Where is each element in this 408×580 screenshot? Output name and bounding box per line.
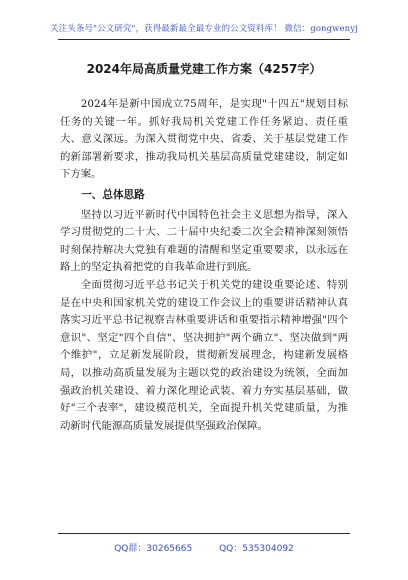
section-paragraph: 全面贯彻习近平总书记关于机关党的建设重要论述、特别是在中央和国家机关党的建设工作会议上的重要讲话精神认真落实习近平总书记视察吉林重要讲话和重要指示精神增强"四个意识"、坚定"四个自信"、坚决拥护"两个确立"、坚决做到"两个维护"，立足新发展阶段，贯彻新发展理念，构建新发展格局，以推动高质量发展为主题以党的政治建设为统领，全面加强政治机关建设、着力深化理论武装、着力夯实基层基础，做好"三个表率"，建设模范机关，全面提升机关党建质量，为推动新时代能源高质量发展提供坚强政治保障。 bbox=[60, 278, 348, 432]
document-body bbox=[60, 96, 348, 435]
intro-paragraph: 2024年是新中国成立75周年，是实现"十四五"规划目标任务的关键一年。抓好我局机关党建工作任务紧迫、责任重大、意义深远。为深入贯彻党中央、省委、关于基层党建工作的新部署新要求，推动我局机关基层高质量党建建设，制定如下方案。 bbox=[60, 98, 348, 181]
header-banner: 关注头条号"公文研究"，获得最新最全最专业的公文资料库！ 微信：gongwenyj bbox=[50, 24, 358, 34]
footer-qq-contact: QQ：535304092 bbox=[219, 544, 294, 554]
footer bbox=[0, 541, 408, 554]
document-title: 2024年局高质量党建工作方案（4257字） bbox=[86, 62, 322, 76]
header-divider bbox=[58, 39, 350, 40]
footer-qq-group: QQ群：30265665 bbox=[114, 544, 193, 554]
section-paragraph: 坚持以习近平新时代中国特色社会主义思想为指导，深入学习贯彻党的二十大、二十届中央纪委二次全会精神深刻领悟时刻保持解决大党独有难题的清醒和坚定重要要求，以永远在路上的坚定执着把党的自我革命进行到底。 bbox=[60, 208, 348, 274]
section-heading: 一、总体思路 bbox=[81, 188, 145, 201]
footer-divider bbox=[58, 533, 350, 534]
